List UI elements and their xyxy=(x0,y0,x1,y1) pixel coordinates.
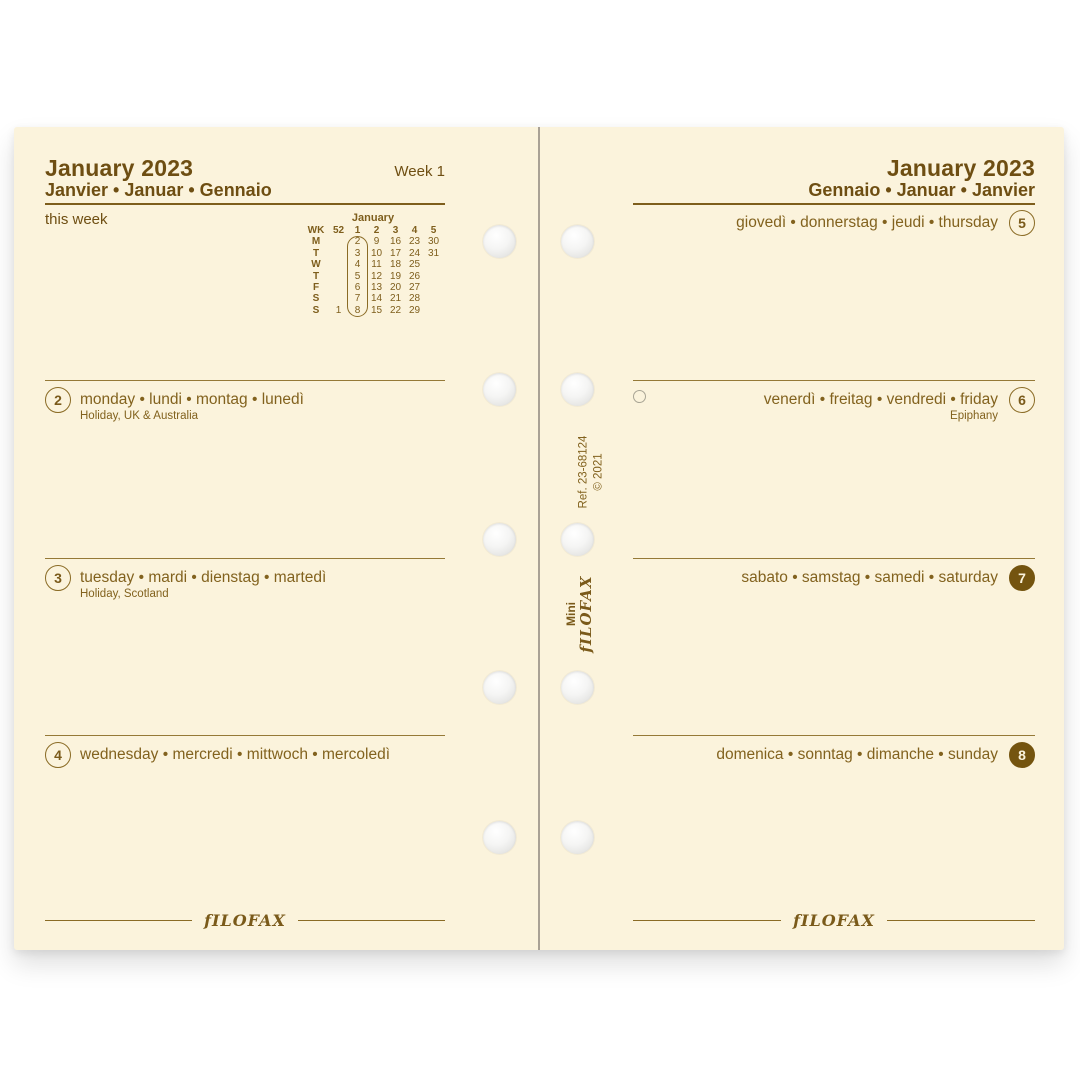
header-rule xyxy=(45,203,445,205)
mini-calendar-cell: 5 xyxy=(354,270,361,282)
mini-calendar-cell: 11 xyxy=(371,259,382,271)
day-number-badge: 4 xyxy=(45,742,71,768)
mini-calendar-cell: 9 xyxy=(373,236,380,248)
footer-rule xyxy=(298,920,445,921)
mini-calendar-cell: 2 xyxy=(354,236,361,248)
week-number-label: Week 1 xyxy=(394,163,445,180)
filofax-logo: fILOFAX xyxy=(577,575,595,653)
day-row-sunday xyxy=(633,735,1035,768)
left-page-title: January 2023 xyxy=(45,155,194,181)
right-page-title: January 2023 xyxy=(886,155,1035,181)
mini-calendar-cell: T xyxy=(312,247,320,259)
right-page-subtitle: Gennaio • Januar • Janvier xyxy=(808,180,1035,200)
mini-calendar-cell: 3 xyxy=(354,247,361,259)
day-number-badge: 6 xyxy=(1009,387,1035,413)
punch-hole xyxy=(483,821,516,854)
mini-calendar-cell xyxy=(329,236,348,247)
mini-calendar-cell: 31 xyxy=(427,247,440,259)
mini-calendar-cell: T xyxy=(312,270,320,282)
this-week-label: this week xyxy=(45,211,108,228)
mini-calendar-cell xyxy=(424,305,443,316)
page-footer xyxy=(45,911,445,930)
day-rule xyxy=(633,735,1035,736)
mini-calendar-cell: WK xyxy=(307,225,325,236)
mini-calendar-cell: 12 xyxy=(370,270,383,282)
mini-calendar-cell: 15 xyxy=(370,304,383,316)
mini-calendar-cell: 17 xyxy=(389,247,402,259)
mini-calendar-cell xyxy=(329,259,348,270)
mini-calendar-cell xyxy=(424,271,443,282)
day-names: domenica • sonntag • dimanche • sunday xyxy=(716,746,998,763)
mini-calendar-month: January xyxy=(351,212,395,224)
punch-hole xyxy=(561,671,594,704)
mini-calendar-cell xyxy=(329,293,348,304)
holiday-note: Holiday, Scotland xyxy=(80,588,169,600)
mini-calendar-cell: 24 xyxy=(408,247,421,259)
mini-calendar-cell: 21 xyxy=(389,293,402,305)
day-row-wednesday xyxy=(45,735,445,768)
mini-calendar-cell: 1 xyxy=(354,225,361,236)
mini-calendar-cell xyxy=(329,271,348,282)
mini-calendar-cell: 4 xyxy=(354,259,361,271)
mini-calendar-cell: 26 xyxy=(408,270,421,282)
filofax-logo: fILOFAX xyxy=(793,911,875,930)
footer-rule xyxy=(45,920,192,921)
punch-hole xyxy=(561,373,594,406)
mini-calendar-cell: S xyxy=(312,293,320,305)
punch-hole xyxy=(561,821,594,854)
mini-calendar-cell: 16 xyxy=(389,236,402,248)
day-number-badge: 5 xyxy=(1009,210,1035,236)
size-label: Mini xyxy=(564,602,578,627)
mini-calendar-cell: 2 xyxy=(373,225,380,236)
footer-rule xyxy=(633,920,781,921)
punch-hole xyxy=(483,225,516,258)
day-row-thursday xyxy=(633,204,1035,236)
mini-calendar-cell: 5 xyxy=(430,225,437,236)
page-gutter-divider xyxy=(538,127,540,950)
page-footer xyxy=(633,911,1035,930)
holiday-note: Holiday, UK & Australia xyxy=(80,410,199,422)
mini-calendar-cell: W xyxy=(311,259,321,271)
punch-hole xyxy=(561,523,594,556)
day-names: sabato • samstag • samedi • saturday xyxy=(741,569,998,586)
day-row-saturday xyxy=(633,558,1035,591)
mini-calendar-cell: 23 xyxy=(408,236,421,248)
mini-calendar-cell: 22 xyxy=(389,304,402,316)
day-names: venerdì • freitag • vendredi • friday xyxy=(763,391,998,408)
mini-calendar-cell: 52 xyxy=(332,225,345,236)
mini-calendar-cell: M xyxy=(311,236,321,248)
current-week-highlight xyxy=(347,236,368,317)
mini-calendar-cell: 30 xyxy=(427,236,440,248)
mini-calendar-cell: 14 xyxy=(370,293,383,305)
mini-calendar-cell: 29 xyxy=(408,304,421,316)
day-rule xyxy=(45,380,445,381)
diary-spread xyxy=(14,127,1064,950)
mini-calendar-cell: 6 xyxy=(354,281,361,293)
day-number-badge: 7 xyxy=(1009,565,1035,591)
day-rule xyxy=(45,558,445,559)
mini-calendar-cell: 25 xyxy=(408,259,421,271)
punch-guide-circle xyxy=(633,390,646,403)
punch-hole xyxy=(483,373,516,406)
mini-calendar-cell xyxy=(424,282,443,293)
mini-calendar-cell xyxy=(329,248,348,259)
filofax-logo: fILOFAX xyxy=(204,911,286,930)
left-page xyxy=(14,127,539,950)
mini-calendar-cell: 10 xyxy=(370,247,383,259)
day-names: wednesday • mercredi • mittwoch • mercoledì xyxy=(80,746,391,763)
punch-hole xyxy=(483,671,516,704)
mini-month-calendar xyxy=(303,212,443,316)
mini-calendar-cell: 19 xyxy=(389,270,402,282)
mini-calendar-cell: 8 xyxy=(354,304,361,316)
right-page xyxy=(539,127,1064,950)
mini-calendar-cell: F xyxy=(312,281,320,293)
holiday-note: Epiphany xyxy=(950,410,998,422)
spine-brand-text xyxy=(565,575,595,652)
day-row-friday xyxy=(633,380,1035,424)
punch-hole xyxy=(561,225,594,258)
mini-calendar-cell: 13 xyxy=(370,281,383,293)
day-row-monday xyxy=(45,380,445,424)
mini-calendar-cell: 20 xyxy=(389,281,402,293)
day-rule xyxy=(45,735,445,736)
copyright-text: © 2021 xyxy=(592,453,604,491)
mini-calendar-cell xyxy=(329,282,348,293)
day-names: tuesday • mardi • dienstag • martedì xyxy=(80,569,327,586)
mini-calendar-cell: 1 xyxy=(335,304,342,316)
day-names: monday • lundi • montag • lunedì xyxy=(80,391,304,408)
left-page-subtitle: Janvier • Januar • Gennaio xyxy=(45,180,272,200)
day-number-badge: 2 xyxy=(45,387,71,413)
ref-number: Ref. 23-68124 xyxy=(577,435,590,509)
day-row-tuesday xyxy=(45,558,445,602)
mini-calendar-cell: 28 xyxy=(408,293,421,305)
mini-calendar-cell: 3 xyxy=(392,225,399,236)
mini-calendar-cell: S xyxy=(312,304,320,316)
mini-calendar-grid xyxy=(303,225,443,316)
mini-calendar-cell: 7 xyxy=(354,293,361,305)
day-number-badge: 3 xyxy=(45,565,71,591)
day-number-badge: 8 xyxy=(1009,742,1035,768)
mini-calendar-cell: 4 xyxy=(411,225,418,236)
punch-hole xyxy=(483,523,516,556)
day-rule xyxy=(633,558,1035,559)
spine-reference-text xyxy=(577,436,606,509)
day-rule xyxy=(633,380,1035,381)
mini-calendar-cell: 18 xyxy=(389,259,402,271)
mini-calendar-cell xyxy=(424,259,443,270)
day-names: giovedì • donnerstag • jeudi • thursday xyxy=(736,214,998,231)
mini-calendar-cell: 27 xyxy=(408,281,421,293)
mini-calendar-cell xyxy=(424,293,443,304)
footer-rule xyxy=(887,920,1035,921)
